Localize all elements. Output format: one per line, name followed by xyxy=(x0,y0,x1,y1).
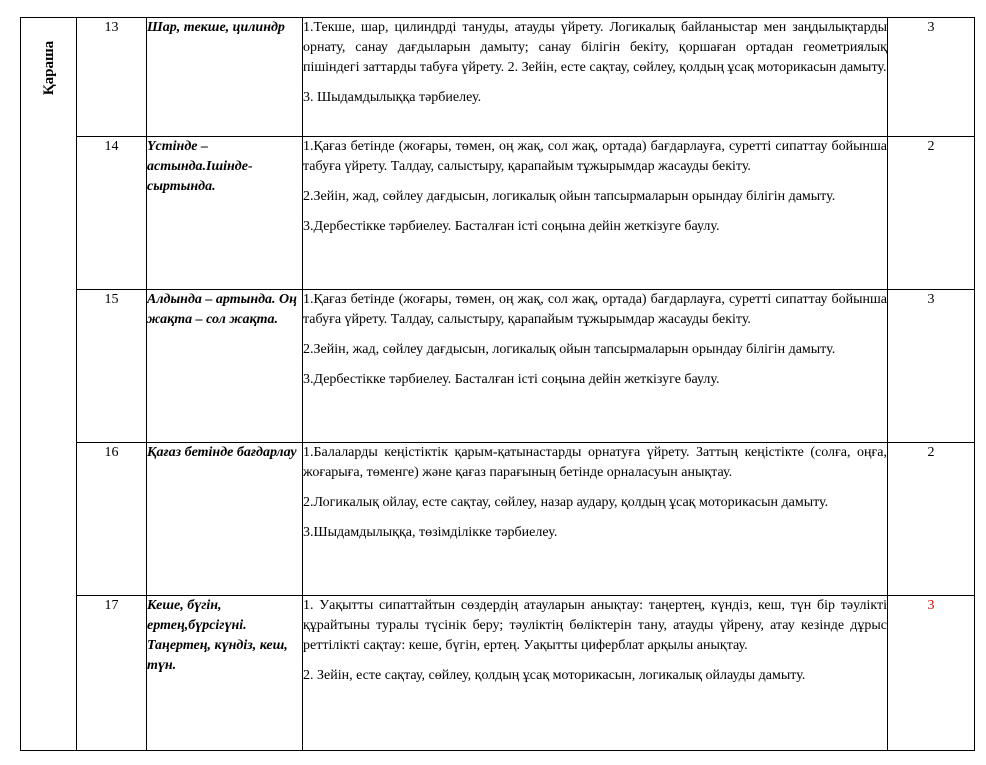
lesson-number: 17 xyxy=(77,596,147,751)
goal-paragraph: 3.Дербестікке тәрбиелеу. Басталған істі соңына дейін жеткізуге баулу. xyxy=(303,219,720,234)
goal-paragraph: 1. Уақытты сипаттайтын сөздердің атауларын анықтау: таңертең, күндіз, кеш, түн бір тәулікті құрайтыны туралы түсінік беру; тәуліктің бөліктерін тану, атауды үйрену, атау кезінде дұрыс реттілікті сақтау: кеше, бүгін, ертең. Уақытты циферблат арқылы анықтау. xyxy=(303,598,887,653)
lesson-goals xyxy=(303,596,888,751)
lesson-goals xyxy=(303,290,888,443)
lesson-goals xyxy=(303,137,888,290)
table-row xyxy=(21,18,975,137)
table-row xyxy=(21,443,975,596)
goal-paragraph: 3. Шыдамдылыққа тәрбиелеу. xyxy=(303,90,482,105)
month-label: Қараша xyxy=(40,40,57,96)
goal-paragraph: 2. Зейін, есте сақтау, сөйлеу, қолдың ұсақ моторикасын, логикалық ойлауды дамыту. xyxy=(303,668,806,683)
table-row xyxy=(21,596,975,751)
lesson-number: 13 xyxy=(77,18,147,137)
lesson-topic: Шар, текше, цилиндр xyxy=(147,18,303,137)
lesson-hours: 3 xyxy=(888,290,975,443)
goal-paragraph: 1.Қағаз бетінде (жоғары, төмен, оң жақ, сол жақ, ортада) бағдарлауға, суретті сипаттау бойынша табуға үйрету. Талдау, салыстыру, қарапайым тұжырымдар жасауды бекіту. xyxy=(303,292,887,327)
lesson-number: 14 xyxy=(77,137,147,290)
goal-paragraph: 1.Текше, шар, цилиндрді тануды, атауды үйрету. Логикалық байланыстар мен заңдылықтарды орнату, санау дағдыларын дамыту; санау білігін бекіту, қоршаған ортадан геометриялық пішіндегі заттарды табуға үйрету. 2. Зейін, есте сақтау, сөйлеу, қолдың ұсақ моторикасын дамыту. xyxy=(303,20,887,75)
month-cell xyxy=(21,18,77,751)
lesson-hours: 3 xyxy=(888,18,975,137)
lesson-goals xyxy=(303,443,888,596)
goal-paragraph: 2.Зейін, жад, сөйлеу дағдысын, логикалық ойын тапсырмаларын орындау білігін дамыту. xyxy=(303,342,836,357)
goal-paragraph: 3.Шыдамдылыққа, төзімділікке тәрбиелеу. xyxy=(303,525,558,540)
goal-paragraph: 1.Балаларды кеңістіктік қарым-қатынастарды орнатуға үйрету. Заттың кеңістікте (солға, оңға, жоғарыға, төменге) және қағаз парағының бетінде орналасуын анықтау. xyxy=(303,445,887,480)
lesson-hours: 2 xyxy=(888,443,975,596)
lesson-hours: 2 xyxy=(888,137,975,290)
lesson-topic: Алдында – артында. Оң жақта – сол жақта. xyxy=(147,290,303,443)
lesson-number: 16 xyxy=(77,443,147,596)
lesson-number: 15 xyxy=(77,290,147,443)
goal-paragraph: 3.Дербестікке тәрбиелеу. Басталған істі соңына дейін жеткізуге баулу. xyxy=(303,372,720,387)
lesson-goals xyxy=(303,18,888,137)
lesson-hours: 3 xyxy=(888,596,975,751)
goal-paragraph: 2.Зейін, жад, сөйлеу дағдысын, логикалық ойын тапсырмаларын орындау білігін дамыту. xyxy=(303,189,836,204)
lesson-plan-table xyxy=(20,17,975,751)
lesson-topic: Қағаз бетінде бағдарлау xyxy=(147,443,303,596)
table-row xyxy=(21,290,975,443)
table-row xyxy=(21,137,975,290)
goal-paragraph: 1.Қағаз бетінде (жоғары, төмен, оң жақ, сол жақ, ортада) бағдарлауға, суретті сипаттау бойынша табуға үйрету. Талдау, салыстыру, қарапайым тұжырымдар жасауды бекіту. xyxy=(303,139,887,174)
lesson-topic: Үстінде – астында.Ішінде- сыртында. xyxy=(147,137,303,290)
goal-paragraph: 2.Логикалық ойлау, есте сақтау, сөйлеу, назар аудару, қолдың ұсақ моторикасын дамыту. xyxy=(303,495,829,510)
lesson-topic: Кеше, бүгін, ертең,бүрсігүні. Таңертең, күндіз, кеш, түн. xyxy=(147,596,303,751)
